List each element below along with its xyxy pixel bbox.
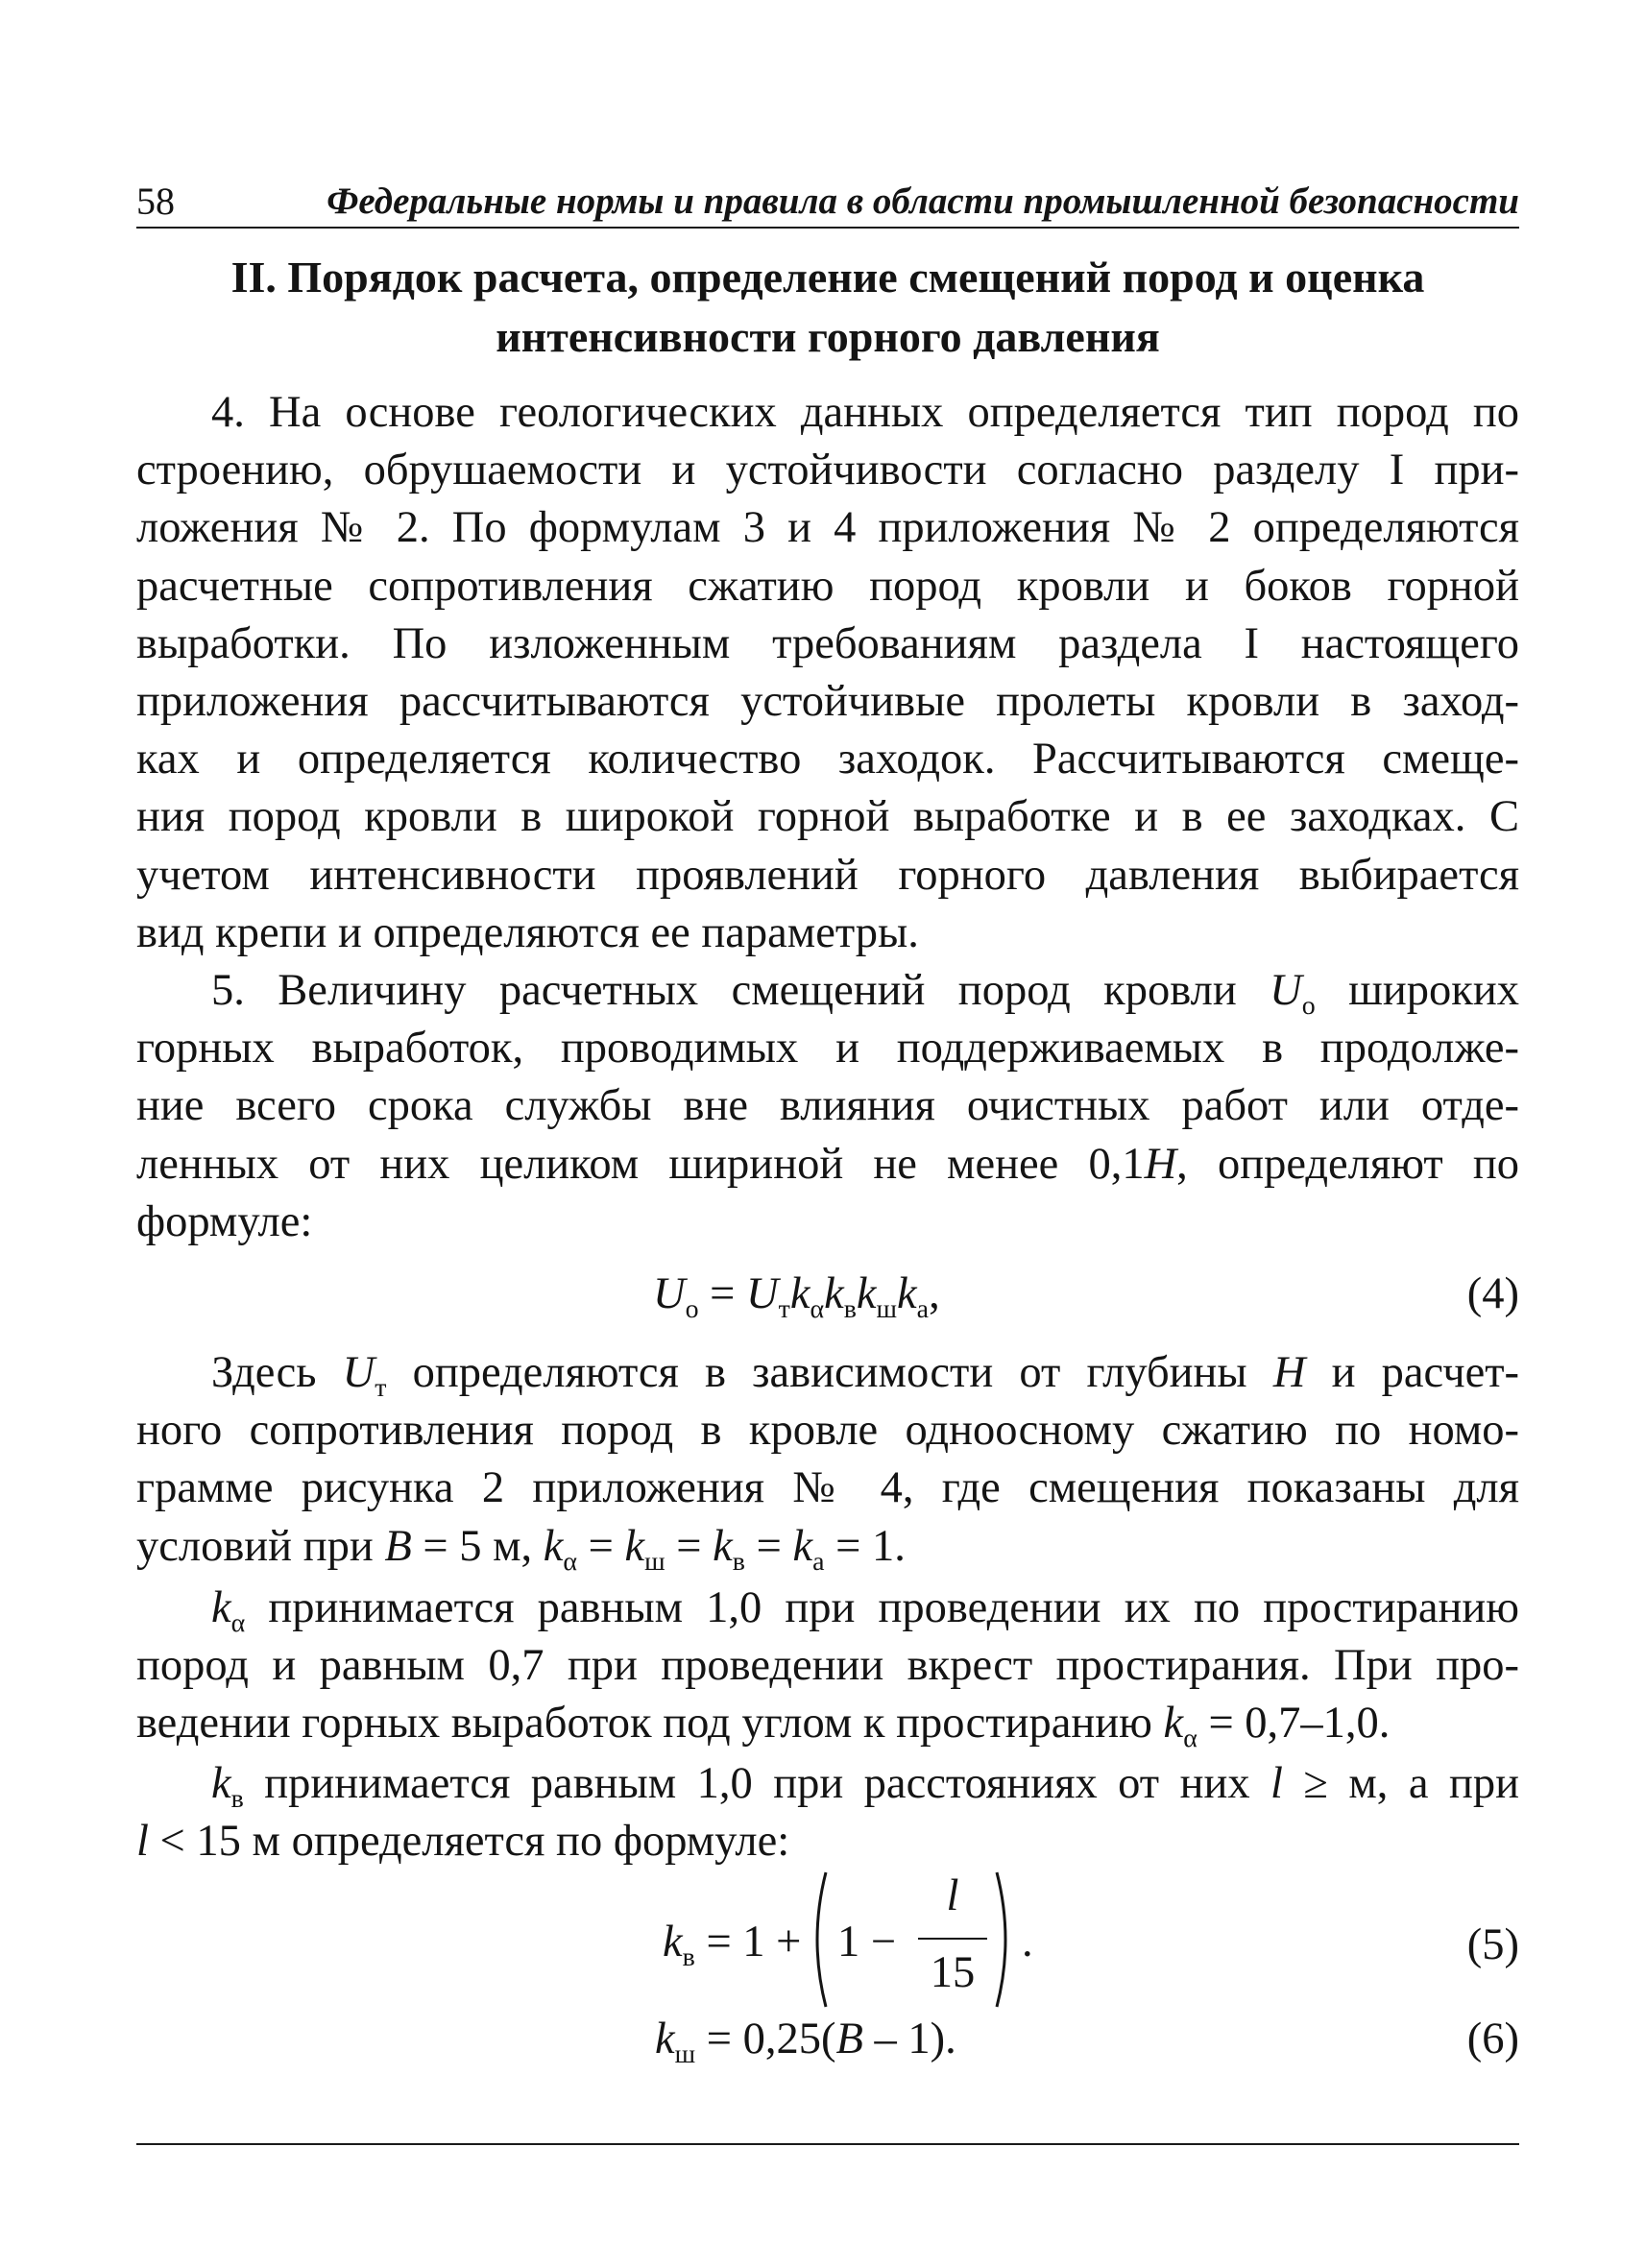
- running-title: Федеральные нормы и правила в области промышленной безопасности: [327, 181, 1519, 222]
- formula-6: $k_ш = 0,25(B - 1)$.: [655, 2015, 956, 2069]
- text-line: пород и равным 0,7 при проведении вкрест простирания. При про-: [136, 1641, 1519, 1691]
- section-title-line: интенсивности горного давления: [496, 312, 1160, 361]
- paragraph-k-v: [136, 1755, 1519, 1870]
- text-line: строению, обрушаемости и устойчивости согласно разделу I при-: [136, 446, 1519, 495]
- section-title-line: II. Порядок расчета, определение смещений пород и оценка: [230, 253, 1425, 302]
- text-line: $k_в$ принимается равным 1,0 при расстояниях от них l ≥ м, а при: [211, 1759, 1519, 1814]
- formula-5: [663, 1869, 1066, 2022]
- header-rule: [136, 227, 1519, 229]
- text-line: ках и определяется количество заходок. Рассчитываются смеще-: [136, 735, 1519, 784]
- formula-5-one-minus: 1 −: [837, 1918, 897, 1966]
- fraction-denominator: 15: [930, 1948, 976, 1997]
- equation-number-6: (6): [1466, 2015, 1519, 2063]
- text-line: ния пород кровли в широкой горной выработке и в ее заходках. С: [136, 792, 1519, 842]
- text-line: ведении горных выработок под углом к простиранию $k_\alpha = 0,7-1,0$.: [136, 1699, 1391, 1754]
- formula-5-lhs: $k_в = 1$ +: [663, 1918, 802, 1972]
- text-line: $k_\alpha$ принимается равным 1,0 при проведении их по простиранию: [211, 1583, 1519, 1638]
- text-line: учетом интенсивности проявлений горного давления выбирается: [136, 850, 1519, 900]
- fraction-bar: [918, 1938, 987, 1940]
- text-line: ного сопротивления пород в кровле одноосному сжатию по номо-: [136, 1406, 1519, 1456]
- right-paren-icon: [993, 1869, 1018, 2011]
- text-line: выработки. По изложенным требованиям раздела I настоящего: [136, 618, 1519, 668]
- equation-number-5: (5): [1466, 1920, 1519, 1969]
- text-line: 4. На основе геологических данных определяется тип пород по: [211, 388, 1519, 437]
- text-line: ложения № 2. По формулам 3 и 4 приложения № 2 определяются: [136, 503, 1519, 553]
- section-title: [136, 248, 1519, 367]
- text-line: l < 15 м определяется по формуле:: [136, 1817, 790, 1867]
- text-line: вид крепи и определяются ее параметры.: [136, 907, 919, 957]
- page-header: [136, 175, 1519, 229]
- formula-5-tail: .: [1022, 1918, 1033, 1966]
- fraction: [914, 1869, 991, 2011]
- equation-number-4: (4): [1466, 1269, 1519, 1318]
- paragraph-k-alpha: [136, 1580, 1519, 1753]
- text-line: условий при B = 5 м, $k_\alpha = k_ш = k_в = k_а = 1$.: [136, 1521, 906, 1577]
- text-line: приложения рассчитываются устойчивые пролеты кровли в заход-: [136, 677, 1519, 727]
- text-line: расчетные сопротивления сжатию пород кровли и боков горной: [136, 561, 1519, 611]
- text-line: ние всего срока службы вне влияния очистных работ или отде-: [136, 1081, 1519, 1131]
- text-line: грамме рисунка 2 приложения № 4, где смещения показаны для: [136, 1463, 1519, 1513]
- footer-rule: [136, 2143, 1519, 2145]
- text-line: 5. Величину расчетных смещений пород кровли $U_о$ широких: [211, 966, 1520, 1021]
- paragraph-4: [136, 384, 1519, 962]
- fraction-numerator: l: [946, 1871, 959, 1920]
- text-line: ленных от них целиком шириной не менее 0,1H, определяют по: [136, 1139, 1520, 1189]
- paragraph-here: [136, 1344, 1519, 1576]
- paragraph-5: [136, 962, 1519, 1251]
- text-line: Здесь $U_т$ определяются в зависимости от глубины H и расчет-: [211, 1348, 1520, 1403]
- page-number: 58: [136, 180, 175, 223]
- formula-4: $U_о = U_тk_\alpha k_вk_шk_а$,: [653, 1269, 940, 1324]
- text-line: формуле:: [136, 1196, 313, 1246]
- left-paren-icon: [805, 1869, 830, 2011]
- text-line: горных выработок, проводимых и поддерживаемых в продолже-: [136, 1024, 1519, 1074]
